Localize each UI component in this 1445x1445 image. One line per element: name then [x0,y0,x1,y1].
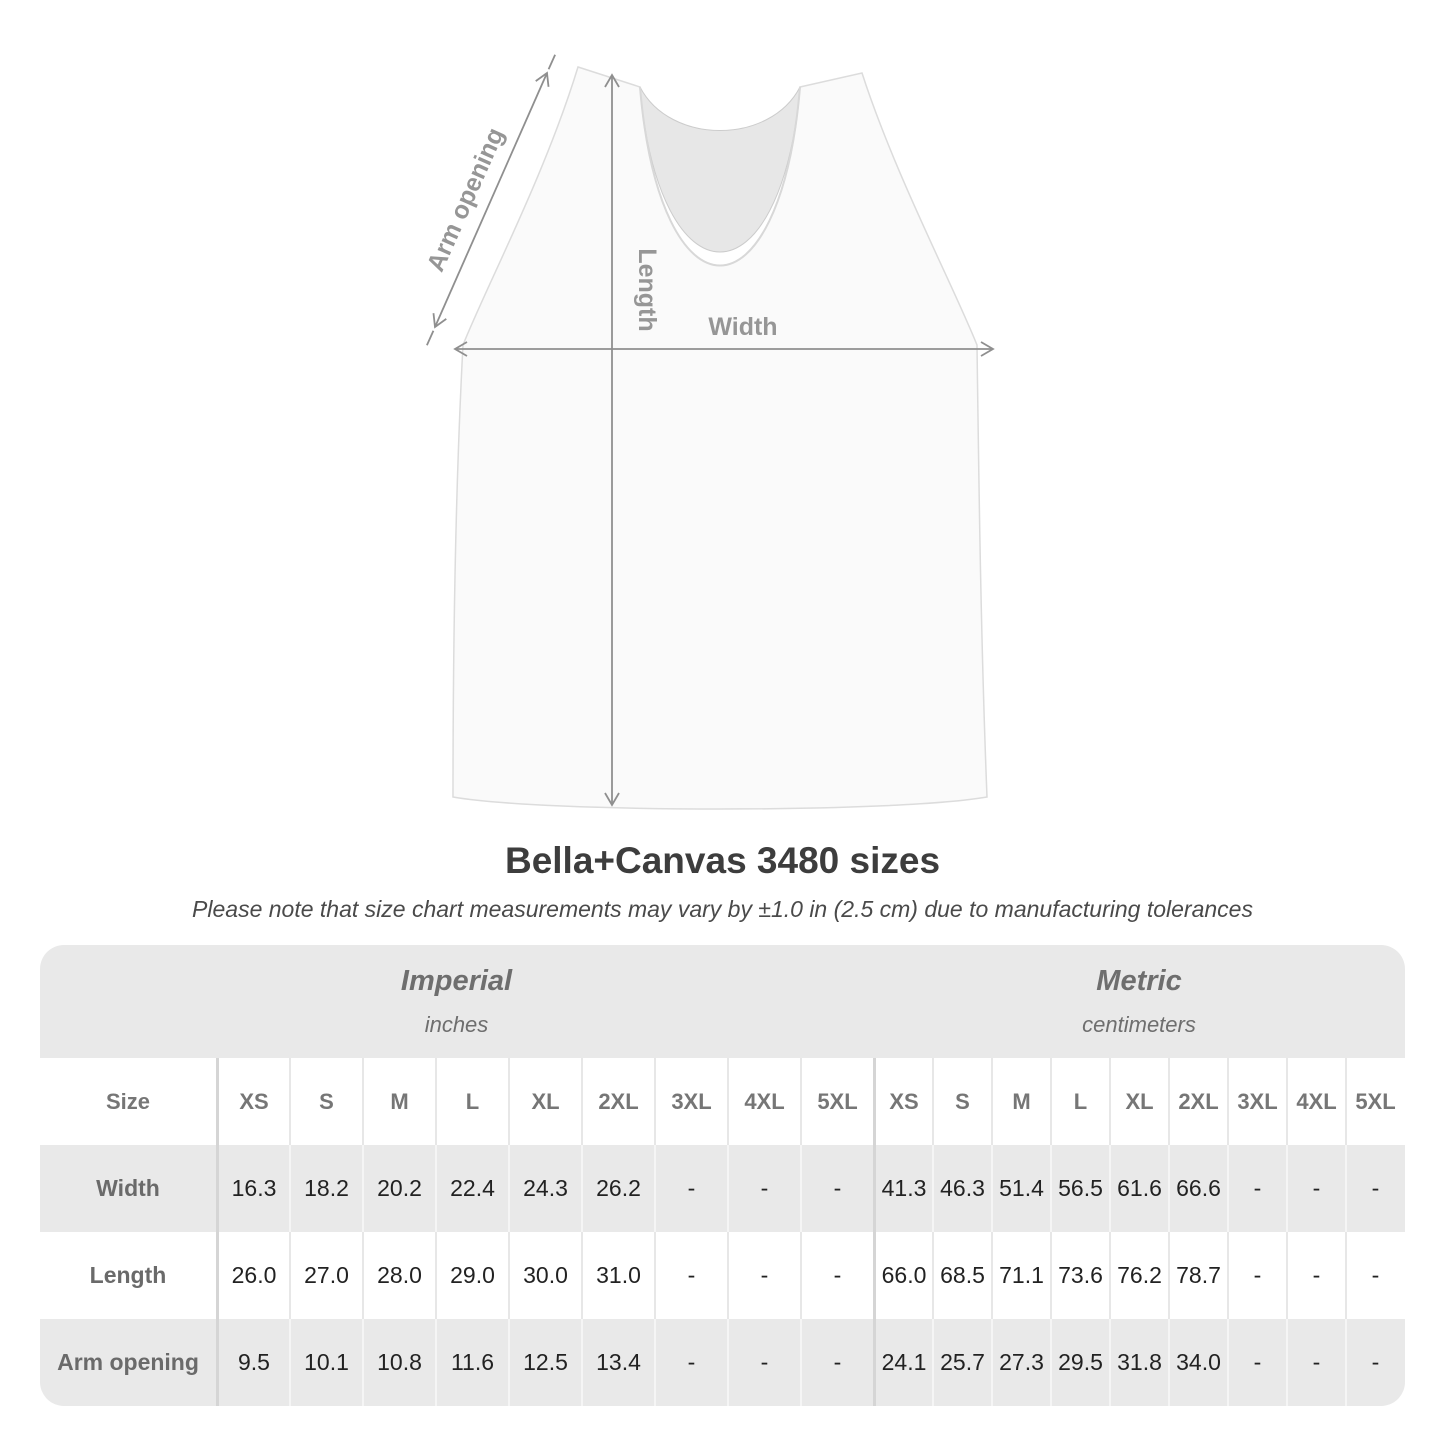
size-header-cell: XL [1109,1058,1168,1145]
value-cell: 16.3 [216,1145,289,1232]
value-cell: - [800,1319,873,1406]
size-header-cell: 5XL [800,1058,873,1145]
size-table [40,945,1405,1406]
value-cell: 26.0 [216,1232,289,1319]
size-header-cell: 2XL [1168,1058,1227,1145]
value-cell: 27.0 [289,1232,362,1319]
value-cell: 25.7 [932,1319,991,1406]
value-cell: 41.3 [873,1145,932,1232]
value-cell: 31.8 [1109,1319,1168,1406]
imperial-label: Imperial [400,965,513,997]
value-cell: 10.8 [362,1319,435,1406]
value-cell: 10.1 [289,1319,362,1406]
size-header-cell: L [435,1058,508,1145]
size-header-row [40,1058,1405,1145]
value-cell: 51.4 [991,1145,1050,1232]
value-cell: 20.2 [362,1145,435,1232]
tank-top-diagram [425,45,1015,825]
value-cell: 12.5 [508,1319,581,1406]
imperial-group-header [40,945,873,1058]
metric-group-header [873,945,1405,1058]
size-header-cell: XS [216,1058,289,1145]
table-row-arm-opening [40,1319,1405,1406]
size-header-cell: S [932,1058,991,1145]
value-cell: - [654,1232,727,1319]
value-cell: - [1286,1145,1345,1232]
size-header-cell: M [362,1058,435,1145]
value-cell: - [1227,1232,1286,1319]
value-cell: - [1286,1232,1345,1319]
page-title: Bella+Canvas 3480 sizes [504,840,941,881]
size-header-cell: XL [508,1058,581,1145]
size-header-cell: XS [873,1058,932,1145]
value-cell: - [1345,1319,1404,1406]
value-cell: - [1345,1145,1404,1232]
size-header-cell: 4XL [1286,1058,1345,1145]
tolerance-note: Please note that size chart measurements may vary by ±1.0 in (2.5 cm) due to manufacturing tolerances [192,896,1253,922]
size-header-cell: 3XL [654,1058,727,1145]
size-header-cell: 3XL [1227,1058,1286,1145]
value-cell: 76.2 [1109,1232,1168,1319]
value-cell: 28.0 [362,1232,435,1319]
row-label: Length [89,1262,167,1288]
width-label: Width [708,313,778,341]
value-cell: 26.2 [581,1145,654,1232]
table-row-width [40,1145,1405,1232]
row-label: Arm opening [57,1349,199,1375]
value-cell: 27.3 [991,1319,1050,1406]
value-cell: 73.6 [1050,1232,1109,1319]
value-cell: 24.3 [508,1145,581,1232]
size-header-cell: 5XL [1345,1058,1404,1145]
metric-label: Metric [1096,965,1182,997]
size-header-cell: M [991,1058,1050,1145]
value-cell: 78.7 [1168,1232,1227,1319]
table-row-length [40,1232,1405,1319]
value-cell: 30.0 [508,1232,581,1319]
value-cell: 11.6 [435,1319,508,1406]
size-column-header: Size [105,1088,151,1114]
value-cell: - [1227,1145,1286,1232]
value-cell: - [1286,1319,1345,1406]
size-header-cell: L [1050,1058,1109,1145]
arm-opening-label: Arm opening [425,123,510,276]
metric-unit-label: centimeters [1082,1012,1196,1037]
value-cell: - [654,1319,727,1406]
size-header-cell: 2XL [581,1058,654,1145]
value-cell: 71.1 [991,1232,1050,1319]
value-cell: 56.5 [1050,1145,1109,1232]
value-cell: 22.4 [435,1145,508,1232]
value-cell: 29.0 [435,1232,508,1319]
value-cell: 29.5 [1050,1319,1109,1406]
value-cell: - [727,1232,800,1319]
size-header-cell: S [289,1058,362,1145]
value-cell: - [727,1145,800,1232]
value-cell: 24.1 [873,1319,932,1406]
value-cell: 18.2 [289,1145,362,1232]
value-cell: 68.5 [932,1232,991,1319]
value-cell: - [727,1319,800,1406]
value-cell: - [1345,1232,1404,1319]
value-cell: 66.6 [1168,1145,1227,1232]
unit-header-band [40,945,1405,1058]
value-cell: 46.3 [932,1145,991,1232]
value-cell: 31.0 [581,1232,654,1319]
tank-top-illustration [425,45,1015,825]
row-label: Width [96,1175,160,1201]
value-cell: - [800,1232,873,1319]
value-cell: 13.4 [581,1319,654,1406]
value-cell: - [800,1145,873,1232]
value-cell: 34.0 [1168,1319,1227,1406]
value-cell: 66.0 [873,1232,932,1319]
value-cell: 61.6 [1109,1145,1168,1232]
value-cell: - [654,1145,727,1232]
value-cell: - [1227,1319,1286,1406]
imperial-unit-label: inches [424,1012,489,1037]
size-header-cell: 4XL [727,1058,800,1145]
value-cell: 9.5 [216,1319,289,1406]
length-label: Length [633,248,661,332]
